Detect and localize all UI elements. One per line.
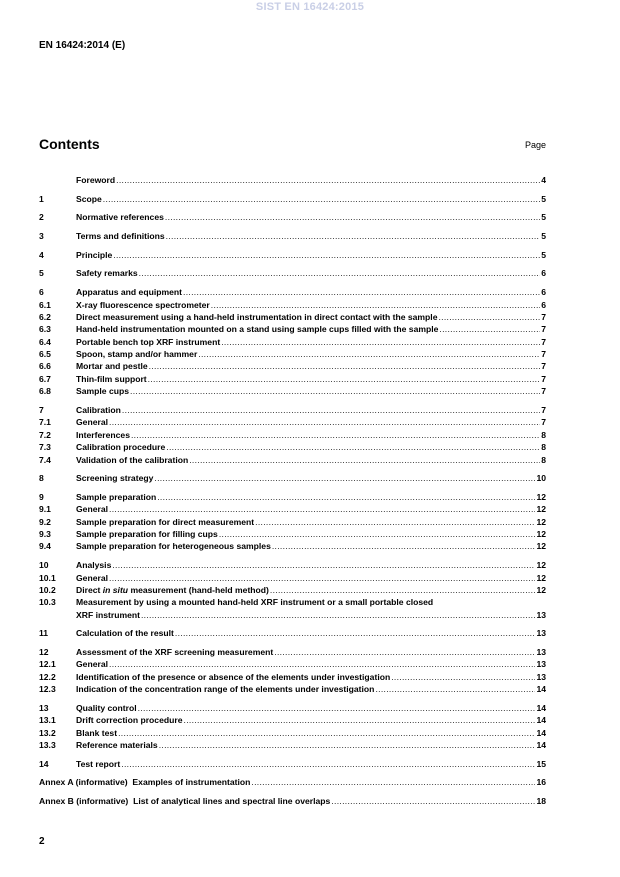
toc-leader-dots (198, 348, 540, 360)
toc-annex-entry[interactable] (39, 776, 546, 788)
toc-entry-page: 7 (541, 361, 546, 372)
toc-entry-page: 7 (541, 373, 546, 384)
toc-entry[interactable] (39, 286, 546, 298)
toc-entry[interactable] (39, 758, 546, 770)
toc-entry-number: 6.3 (39, 324, 51, 335)
toc-entry[interactable] (39, 727, 546, 739)
toc-entry[interactable] (39, 211, 546, 223)
toc-entry-title: X-ray fluorescence spectrometer (76, 299, 210, 310)
toc-leader-dots (122, 404, 540, 416)
toc-leader-dots (165, 211, 540, 223)
toc-entry[interactable] (39, 299, 546, 311)
toc-entry-page: 13 (536, 628, 546, 639)
toc-leader-dots (130, 385, 540, 397)
toc-entry-page: 8 (541, 429, 546, 440)
toc-entry-number: 6 (39, 287, 44, 298)
toc-leader-dots (157, 491, 535, 503)
toc-leader-dots (255, 516, 535, 528)
toc-entry-page: 5 (541, 193, 546, 204)
toc-entry-page: 13 (536, 609, 546, 620)
toc-leader-dots (109, 503, 535, 515)
toc-entry-title: Sample preparation (76, 491, 157, 502)
toc-entry-page: 16 (536, 777, 546, 788)
toc-entry-page: 8 (541, 442, 546, 453)
toc-entry-page: 4 (541, 175, 546, 185)
toc-entry-title: Thin-film support (76, 373, 147, 384)
toc-entry-title: Annex B (informative) List of analytical lines and spectral line overlaps (39, 796, 331, 807)
toc-entry-title: Sample preparation for direct measurement (76, 516, 255, 527)
toc-entry-number: 9.2 (39, 516, 51, 527)
toc-entry-title: Sample preparation for heterogeneous samples (76, 541, 271, 552)
toc-entry-page: 13 (536, 647, 546, 658)
toc-entry-number: 13.3 (39, 740, 56, 751)
toc-leader-dots (109, 572, 535, 584)
toc-entry-page: 7 (541, 336, 546, 347)
toc-entry[interactable] (39, 714, 546, 726)
toc-entry-title: Hand-held instrumentation mounted on a stand using sample cups filled with the sample (76, 324, 439, 335)
toc-entry-title: Annex A (informative) Examples of instrumentation (39, 777, 251, 788)
toc-entry-number: 6.5 (39, 349, 51, 360)
toc-entry-title: Blank test (76, 727, 118, 738)
toc-entry-title: Calibration (76, 404, 121, 415)
toc-entry[interactable] (39, 584, 546, 596)
toc-entry-number: 6.7 (39, 373, 51, 384)
toc-entry-page: 5 (541, 231, 546, 242)
toc-leader-dots (112, 559, 535, 571)
toc-entry-title: General (76, 417, 109, 428)
toc-entry-page: 8 (541, 454, 546, 465)
toc-entry[interactable] (39, 336, 546, 348)
toc-entry-title: Analysis (76, 560, 112, 571)
toc-entry-title: Sample cups (76, 386, 130, 397)
toc-entry-page: 12 (536, 560, 546, 571)
toc-leader-dots (439, 323, 540, 335)
toc-entry-page: 6 (541, 268, 546, 279)
toc-entry[interactable] (39, 528, 546, 540)
toc-leader-dots (103, 193, 540, 205)
toc-entry-number: 10.3 (39, 597, 56, 608)
toc-entry-number: 12 (39, 647, 49, 658)
toc-leader-dots (159, 739, 536, 751)
toc-entry-number: 7.4 (39, 454, 51, 465)
toc-entry-page: 18 (536, 796, 546, 807)
toc-entry[interactable] (39, 572, 546, 584)
toc-entry-title: Mortar and pestle (76, 361, 148, 372)
toc-leader-dots (272, 540, 536, 552)
toc-entry-title: Measurement by using a mounted hand-held XRF instrument or a small portable closed (76, 597, 434, 608)
toc-entry[interactable] (39, 683, 546, 695)
toc-leader-dots (121, 758, 535, 770)
toc-entry-title: General (76, 504, 109, 515)
toc-entry-page: 14 (536, 727, 546, 738)
footer-page-number: 2 (39, 836, 45, 847)
toc-leader-dots (274, 646, 535, 658)
toc-entry-page: 7 (541, 311, 546, 322)
toc-entry-page: 12 (536, 541, 546, 552)
toc-entry-title: Indication of the concentration range of the elements under investigation (76, 684, 375, 695)
toc-entry-title: Spoon, stamp and/or hammer (76, 349, 198, 360)
toc-entry[interactable] (39, 702, 546, 714)
toc-entry-page: 7 (541, 417, 546, 428)
toc-entry-number: 7 (39, 404, 44, 415)
toc-leader-dots (438, 311, 540, 323)
toc-entry[interactable] (39, 441, 546, 453)
toc-entry-number: 6.2 (39, 311, 51, 322)
toc-entry-title: Terms and definitions (76, 231, 165, 242)
toc-leader-dots (116, 174, 540, 186)
toc-entry-page: 7 (541, 324, 546, 335)
toc-entry[interactable] (39, 503, 546, 515)
toc-entry-number: 8 (39, 473, 44, 484)
toc-leader-dots (184, 714, 536, 726)
toc-leader-dots (113, 249, 540, 261)
toc-leader-dots (166, 230, 541, 242)
toc-entry[interactable] (39, 429, 546, 441)
toc-leader-dots (375, 683, 535, 695)
toc-entry-number: 7.1 (39, 417, 51, 428)
toc-entry-number: 10 (39, 560, 49, 571)
toc-leader-dots (138, 702, 536, 714)
toc-entry[interactable] (39, 193, 546, 205)
toc-entry-number: 6.4 (39, 336, 51, 347)
toc-entry-title: Scope (76, 193, 102, 204)
toc-entry[interactable] (39, 454, 546, 466)
toc-leader-dots (141, 609, 535, 621)
toc-entry-title: Reference materials (76, 740, 158, 751)
toc-entry[interactable] (39, 658, 546, 670)
toc-entry-page: 14 (536, 715, 546, 726)
toc-entry-number: 2 (39, 212, 44, 223)
toc-entry-title: Quality control (76, 702, 137, 713)
toc-entry-number: 6.1 (39, 299, 51, 310)
toc-entry[interactable] (39, 311, 546, 323)
toc-leader-dots (219, 528, 536, 540)
toc-leader-dots (131, 429, 540, 441)
toc-entry[interactable] (39, 416, 546, 428)
toc-leader-dots (154, 472, 535, 484)
toc-entry-page: 5 (541, 249, 546, 260)
table-of-contents (39, 174, 546, 808)
toc-entry-number: 9.1 (39, 504, 51, 515)
toc-leader-dots (270, 584, 536, 596)
toc-entry-title: Direct measurement using a hand-held instrumentation in direct contact with the sample (76, 311, 438, 322)
toc-entry-title-part: measurement (hand-held method) (128, 584, 269, 595)
toc-entry-number: 13 (39, 702, 49, 713)
toc-entry-page: 12 (536, 491, 546, 502)
toc-entry-number: 13.2 (39, 727, 56, 738)
toc-leader-dots (183, 286, 540, 298)
watermark: SIST EN 16424:2015 (255, 1, 365, 13)
toc-entry-page: 12 (536, 584, 546, 595)
toc-entry-title: Validation of the calibration (76, 454, 189, 465)
toc-entry-title: Calculation of the result (76, 628, 174, 639)
toc-entry-number: 11 (39, 628, 49, 639)
toc-entry-number: 7.3 (39, 442, 51, 453)
toc-entry-title: Calibration procedure (76, 442, 166, 453)
toc-entry[interactable] (39, 230, 546, 242)
toc-leader-dots (211, 299, 540, 311)
toc-entry-number: 14 (39, 758, 49, 769)
toc-annex-entry[interactable] (39, 795, 546, 807)
toc-entry-page: 15 (536, 758, 546, 769)
toc-entry-number: 6.6 (39, 361, 51, 372)
toc-entry-number: 5 (39, 268, 44, 279)
toc-entry-page: 7 (541, 404, 546, 415)
toc-entry-title-part: Direct (76, 584, 103, 595)
toc-entry-number: 4 (39, 249, 44, 260)
toc-entry[interactable] (39, 491, 546, 503)
toc-entry-page: 10 (536, 473, 546, 484)
toc-entry-page: 14 (536, 740, 546, 751)
toc-entry[interactable] (39, 267, 546, 279)
toc-entry[interactable] (39, 559, 546, 571)
toc-entry-title: Portable bench top XRF instrument (76, 336, 221, 347)
toc-entry-number: 13.1 (39, 715, 56, 726)
toc-entry-title: Principle (76, 249, 113, 260)
toc-entry[interactable] (39, 609, 546, 621)
toc-entry[interactable] (39, 739, 546, 751)
toc-entry-title: Apparatus and equipment (76, 287, 182, 298)
toc-entry-title: Normative references (76, 212, 164, 223)
toc-leader-dots (166, 441, 540, 453)
toc-entry-page: 13 (536, 671, 546, 682)
toc-entry[interactable] (39, 627, 546, 639)
toc-entry[interactable] (39, 249, 546, 261)
toc-entry-number: 3 (39, 231, 44, 242)
toc-entry-number: 9.3 (39, 529, 51, 540)
toc-entry-page: 7 (541, 386, 546, 397)
toc-entry[interactable] (39, 472, 546, 484)
toc-entry-title-italic: in situ (102, 584, 129, 595)
toc-entry-page: 6 (541, 299, 546, 310)
toc-leader-dots (109, 416, 540, 428)
toc-leader-dots (109, 658, 535, 670)
toc-entry-number: 12.3 (39, 684, 56, 695)
toc-entry[interactable] (39, 671, 546, 683)
toc-entry-number: 9.4 (39, 541, 51, 552)
toc-entry[interactable] (39, 174, 546, 186)
contents-title: Contents (39, 136, 100, 152)
toc-entry[interactable] (39, 646, 546, 658)
toc-entry-number: 1 (39, 193, 44, 204)
toc-entry-number: 10.2 (39, 584, 56, 595)
toc-entry-number: 10.1 (39, 572, 56, 583)
toc-entry-number: 12.1 (39, 659, 56, 670)
toc-entry-page: 12 (536, 572, 546, 583)
toc-entry-title: Assessment of the XRF screening measurement (76, 647, 274, 658)
toc-entry-title: General (76, 659, 109, 670)
toc-leader-dots (175, 627, 536, 639)
toc-entry-title: Interferences (76, 429, 130, 440)
toc-entry-title: Screening strategy (76, 473, 154, 484)
toc-leader-dots (118, 727, 535, 739)
toc-entry-title: Test report (76, 758, 121, 769)
toc-entry-number: 7.2 (39, 429, 51, 440)
toc-entry[interactable] (39, 596, 546, 608)
toc-leader-dots (221, 336, 540, 348)
toc-entry[interactable] (39, 348, 546, 360)
toc-entry-page: 5 (541, 212, 546, 223)
toc-leader-dots (149, 360, 541, 372)
toc-entry-title: General (76, 572, 109, 583)
toc-entry[interactable] (39, 540, 546, 552)
toc-entry-title: Foreword (76, 175, 116, 185)
toc-entry-page: 7 (541, 349, 546, 360)
toc-entry[interactable] (39, 516, 546, 528)
toc-entry-page: 13 (536, 659, 546, 670)
toc-entry-title: Identification of the presence or absence of the elements under investigation (76, 671, 391, 682)
toc-leader-dots (189, 454, 540, 466)
toc-entry-title: Sample preparation for filling cups (76, 529, 218, 540)
toc-leader-dots (251, 776, 535, 788)
toc-entry-title: Drift correction procedure (76, 715, 183, 726)
toc-entry[interactable] (39, 323, 546, 335)
page-column-label: Page (524, 140, 546, 150)
toc-entry-page: 14 (536, 702, 546, 713)
document-id: EN 16424:2014 (E) (39, 40, 126, 51)
toc-entry-page: 12 (536, 529, 546, 540)
toc-leader-dots (391, 671, 535, 683)
toc-entry-page: 12 (536, 516, 546, 527)
toc-entry[interactable] (39, 360, 546, 372)
toc-entry-number: 9 (39, 491, 44, 502)
toc-leader-dots (331, 795, 535, 807)
toc-entry-number: 6.8 (39, 386, 51, 397)
toc-entry-page: 6 (541, 287, 546, 298)
toc-entry[interactable] (39, 385, 546, 397)
toc-entry-page: 14 (536, 684, 546, 695)
toc-leader-dots (139, 267, 541, 279)
toc-entry-title (76, 584, 269, 596)
toc-entry[interactable] (39, 373, 546, 385)
toc-leader-dots (148, 373, 541, 385)
toc-entry-number: 12.2 (39, 671, 56, 682)
toc-entry[interactable] (39, 404, 546, 416)
toc-entry-title: Safety remarks (76, 268, 138, 279)
toc-entry-title: XRF instrument (76, 609, 140, 620)
toc-entry-page: 12 (536, 504, 546, 515)
